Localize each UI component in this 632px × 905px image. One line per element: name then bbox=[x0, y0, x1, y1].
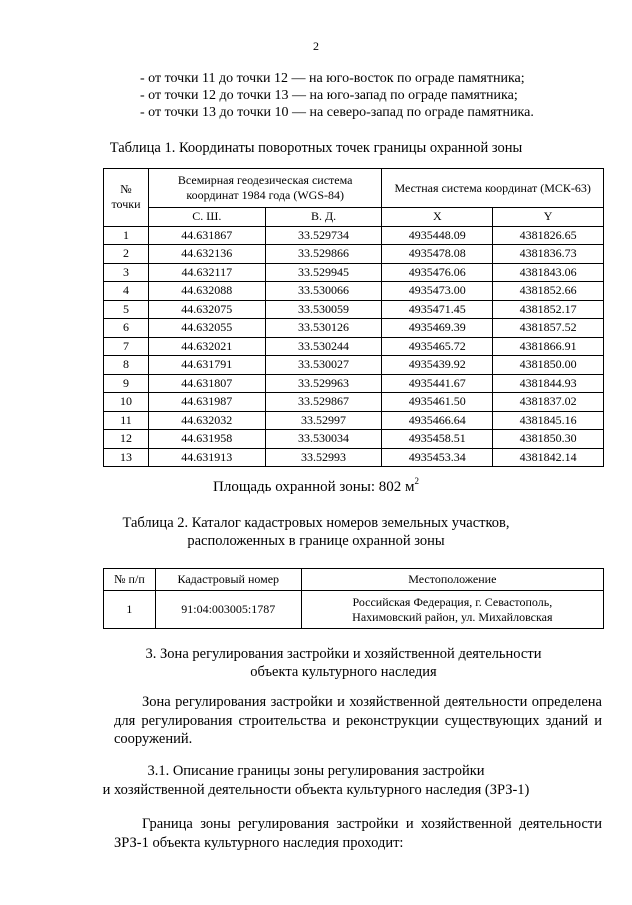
cell-longitude: 33.530244 bbox=[265, 337, 382, 356]
cell-latitude: 44.632032 bbox=[148, 411, 265, 430]
cell-point-number: 9 bbox=[104, 374, 149, 393]
cell-y: 4381850.00 bbox=[493, 356, 604, 375]
cell-point-number: 13 bbox=[104, 448, 149, 467]
cell-y: 4381843.06 bbox=[493, 263, 604, 282]
cell-x: 4935466.64 bbox=[382, 411, 493, 430]
header-location: Местоположение bbox=[301, 569, 603, 591]
header-x: X bbox=[382, 208, 493, 227]
cell-latitude: 44.632136 bbox=[148, 245, 265, 264]
section-3-title: 3. Зона регулирования застройки и хозяйственной деятельности объекта культурного наследия bbox=[145, 646, 542, 680]
list-item: - от точки 11 до точки 12 — на юго-восток по ограде памятника; bbox=[140, 71, 525, 86]
cell-y: 4381857.52 bbox=[493, 319, 604, 338]
table-row bbox=[104, 430, 604, 449]
protection-zone-area: Площадь охранной зоны: 802 $м^2$ bbox=[213, 476, 419, 495]
cell-point-number: 12 bbox=[104, 430, 149, 449]
cell-point-number: 5 bbox=[104, 300, 149, 319]
list-item: - от точки 13 до точки 10 — на северо-запад по ограде памятника. bbox=[140, 105, 534, 120]
cell-point-number: 3 bbox=[104, 263, 149, 282]
header-cadastral-number: Кадастровый номер bbox=[155, 569, 301, 591]
cell-latitude: 44.631987 bbox=[148, 393, 265, 412]
cell-x: 4935478.08 bbox=[382, 245, 493, 264]
cell-y: 4381844.93 bbox=[493, 374, 604, 393]
table-row bbox=[104, 337, 604, 356]
cell-point-number: 8 bbox=[104, 356, 149, 375]
cell-y: 4381866.91 bbox=[493, 337, 604, 356]
cell-longitude: 33.52997 bbox=[265, 411, 382, 430]
table-row bbox=[104, 319, 604, 338]
cell-y: 4381845.16 bbox=[493, 411, 604, 430]
table-row bbox=[104, 356, 604, 375]
cell-point-number: 2 bbox=[104, 245, 149, 264]
cell-x: 4935471.45 bbox=[382, 300, 493, 319]
cell-latitude: 44.631867 bbox=[148, 226, 265, 245]
cell-y: 4381852.17 bbox=[493, 300, 604, 319]
coordinates-table bbox=[103, 168, 604, 467]
cell-longitude: 33.530034 bbox=[265, 430, 382, 449]
list-item: - от точки 12 до точки 13 — на юго-запад по ограде памятника; bbox=[140, 88, 518, 103]
cell-y: 4381826.65 bbox=[493, 226, 604, 245]
cell-longitude: 33.530027 bbox=[265, 356, 382, 375]
cell-longitude: 33.530066 bbox=[265, 282, 382, 301]
cell-longitude: 33.529734 bbox=[265, 226, 382, 245]
cell-x: 4935439.92 bbox=[382, 356, 493, 375]
cell-row-number: 1 bbox=[104, 591, 156, 629]
section-3-1-title: 3.1. Описание границы зоны регулирования застройки и хозяйственной деятельности объекта культурного наследия (ЗРЗ-1) bbox=[102, 763, 530, 798]
cell-longitude: 33.530059 bbox=[265, 300, 382, 319]
cell-longitude: 33.529945 bbox=[265, 263, 382, 282]
cell-latitude: 44.632021 bbox=[148, 337, 265, 356]
cell-x: 4935441.67 bbox=[382, 374, 493, 393]
cell-x: 4935469.39 bbox=[382, 319, 493, 338]
section-3-paragraph: Зона регулирования застройки и хозяйственной деятельности определена для регулирования строительства и реконструкции существующих зданий и сооружений. bbox=[114, 694, 602, 747]
header-row-number: № п/п bbox=[104, 569, 156, 591]
header-point-number: № точки bbox=[104, 169, 149, 227]
cell-latitude: 44.631807 bbox=[148, 374, 265, 393]
cell-y: 4381842.14 bbox=[493, 448, 604, 467]
table-row bbox=[104, 374, 604, 393]
boundary-description-list bbox=[140, 70, 534, 121]
header-y: Y bbox=[493, 208, 604, 227]
table-row bbox=[104, 448, 604, 467]
cell-x: 4935473.00 bbox=[382, 282, 493, 301]
cell-longitude: 33.52993 bbox=[265, 448, 382, 467]
header-msk63-group: Местная система координат (МСК-63) bbox=[382, 169, 604, 208]
cell-x: 4935461.50 bbox=[382, 393, 493, 412]
cell-latitude: 44.632088 bbox=[148, 282, 265, 301]
cell-x: 4935448.09 bbox=[382, 226, 493, 245]
table2-caption: Таблица 2. Каталог кадастровых номеров земельных участков, расположенных в границе охранной зоны bbox=[122, 515, 510, 549]
cell-latitude: 44.631913 bbox=[148, 448, 265, 467]
cell-x: 4935465.72 bbox=[382, 337, 493, 356]
cell-y: 4381850.30 bbox=[493, 430, 604, 449]
cell-longitude: 33.529866 bbox=[265, 245, 382, 264]
cell-longitude: 33.529963 bbox=[265, 374, 382, 393]
cell-longitude: 33.530126 bbox=[265, 319, 382, 338]
section-3-1-paragraph: Граница зоны регулирования застройки и хозяйственной деятельности ЗРЗ-1 объекта культурного наследия проходит: bbox=[114, 816, 602, 851]
cell-point-number: 10 bbox=[104, 393, 149, 412]
cell-point-number: 6 bbox=[104, 319, 149, 338]
page-number: 2 bbox=[313, 39, 319, 53]
cell-location: Российская Федерация, г. Севастополь, Нахимовский район, ул. Михайловская bbox=[301, 591, 603, 629]
cell-x: 4935458.51 bbox=[382, 430, 493, 449]
cell-point-number: 7 bbox=[104, 337, 149, 356]
table-row bbox=[104, 245, 604, 264]
cadastral-table bbox=[103, 568, 604, 629]
table-header-row bbox=[104, 569, 604, 591]
table-row bbox=[104, 393, 604, 412]
header-latitude: С. Ш. bbox=[148, 208, 265, 227]
cell-latitude: 44.632055 bbox=[148, 319, 265, 338]
cell-latitude: 44.631958 bbox=[148, 430, 265, 449]
header-wgs84-group: Всемирная геодезическая система координат 1984 года (WGS-84) bbox=[148, 169, 381, 208]
cell-y: 4381837.02 bbox=[493, 393, 604, 412]
header-longitude: В. Д. bbox=[265, 208, 382, 227]
table-subheader-row bbox=[104, 208, 604, 227]
table-row bbox=[104, 226, 604, 245]
table-row bbox=[104, 282, 604, 301]
cell-cadastral-number: 91:04:003005:1787 bbox=[155, 591, 301, 629]
table-row bbox=[104, 300, 604, 319]
cell-latitude: 44.631791 bbox=[148, 356, 265, 375]
cell-y: 4381852.66 bbox=[493, 282, 604, 301]
cell-point-number: 4 bbox=[104, 282, 149, 301]
table1-caption: Таблица 1. Координаты поворотных точек границы охранной зоны bbox=[109, 140, 523, 156]
table-row bbox=[104, 591, 604, 629]
cell-point-number: 1 bbox=[104, 226, 149, 245]
cell-x: 4935453.34 bbox=[382, 448, 493, 467]
cell-point-number: 11 bbox=[104, 411, 149, 430]
table-row bbox=[104, 411, 604, 430]
cell-latitude: 44.632117 bbox=[148, 263, 265, 282]
table-header-row bbox=[104, 169, 604, 208]
table-row bbox=[104, 263, 604, 282]
cell-x: 4935476.06 bbox=[382, 263, 493, 282]
cell-latitude: 44.632075 bbox=[148, 300, 265, 319]
cell-y: 4381836.73 bbox=[493, 245, 604, 264]
cell-longitude: 33.529867 bbox=[265, 393, 382, 412]
